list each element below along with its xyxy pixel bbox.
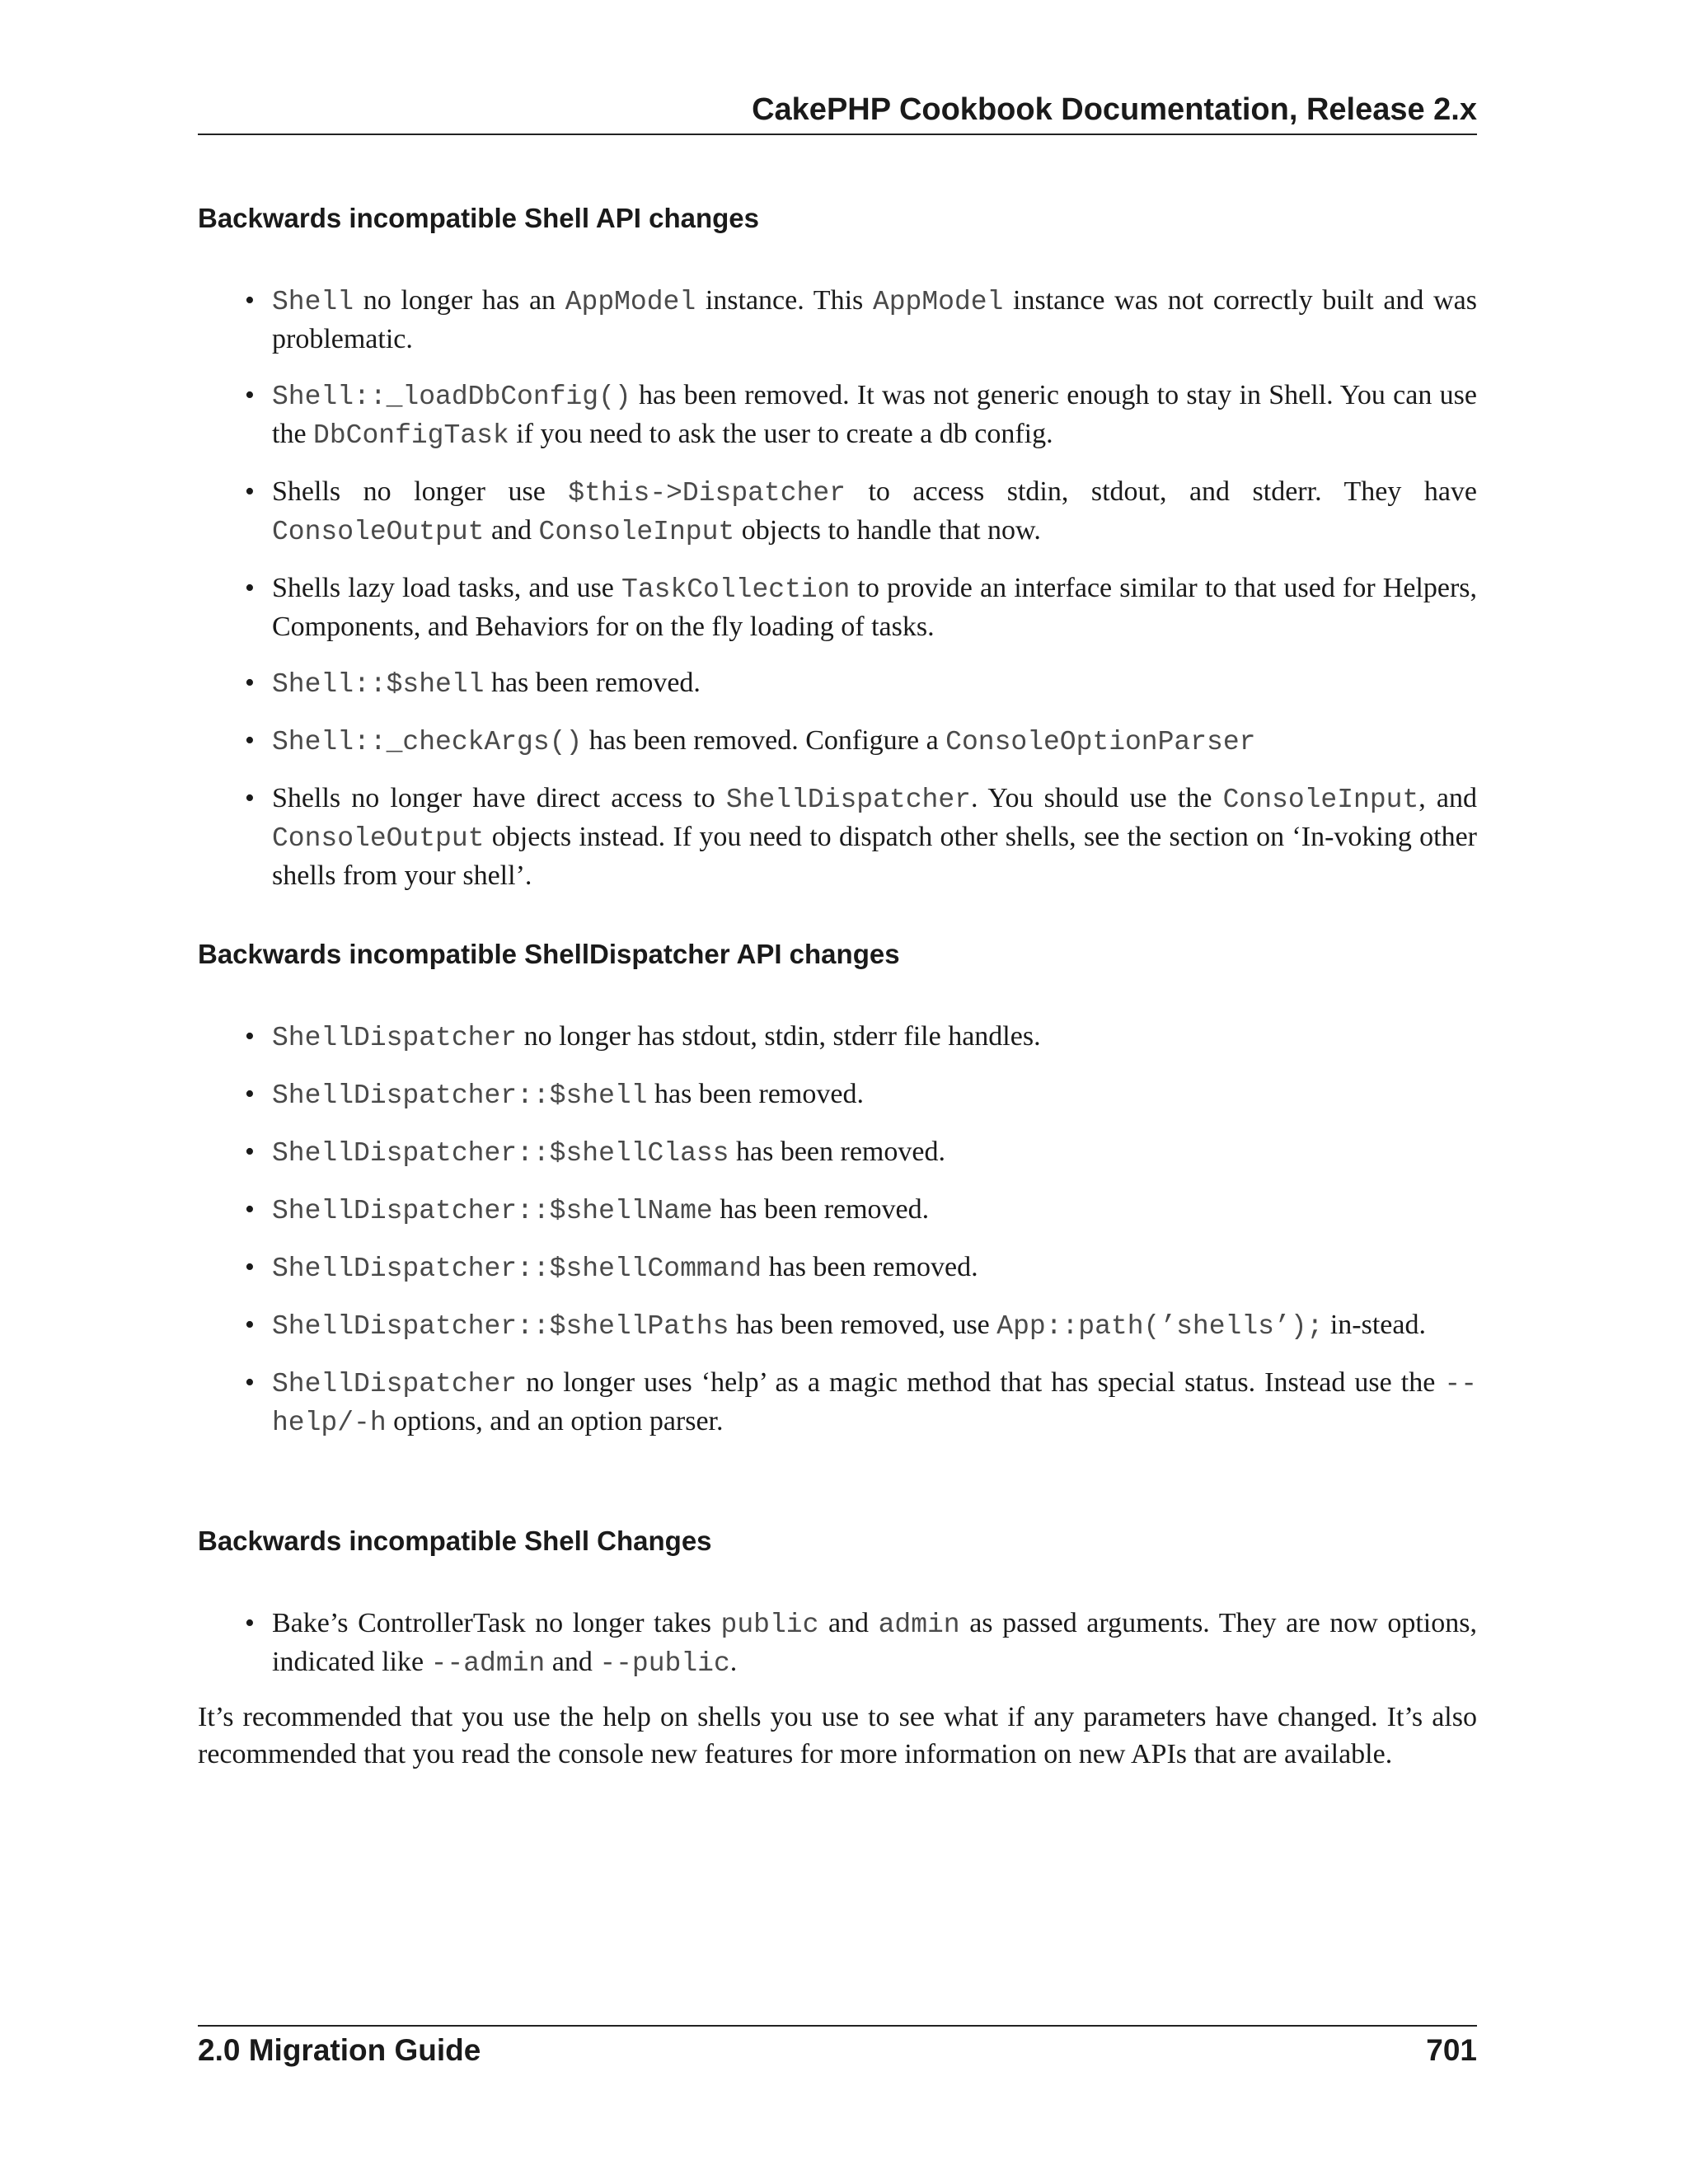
text-run: objects instead. If you need to dispatch other shells, see the section on ‘In-voking other shells from your shell’. — [272, 822, 1477, 891]
list-item — [198, 1133, 1477, 1172]
bullet-icon: • — [245, 1367, 255, 1398]
running-footer — [198, 2030, 1477, 2071]
bullet-icon: • — [245, 1608, 255, 1638]
bullet-icon: • — [245, 1079, 255, 1109]
text-run: to access stdin, stdout, and stderr. They have — [845, 476, 1477, 507]
text-run: has been removed. — [762, 1252, 978, 1282]
inline-code: ConsoleOutput — [272, 517, 485, 547]
section-shelldispatcher-api — [198, 936, 1477, 1460]
closing-paragraph: It’s recommended that you use the help on shells you use to see what if any parameters have changed. It’s also recommended that you read the console new features for more information on new APIs that are available. — [198, 1702, 1477, 1769]
list-item — [198, 1605, 1477, 1682]
list-item — [198, 722, 1477, 761]
bullet-icon: • — [245, 573, 255, 603]
bullet-icon: • — [245, 476, 255, 507]
page-number: 701 — [1426, 2033, 1477, 2067]
inline-code: ShellDispatcher — [725, 785, 971, 815]
inline-code: TaskCollection — [621, 574, 851, 605]
text-run: has been removed, use — [729, 1310, 997, 1340]
section-heading: Backwards incompatible Shell Changes — [198, 1526, 712, 1556]
bullet-icon: • — [245, 783, 255, 813]
inline-code: public — [720, 1610, 819, 1640]
list-item — [198, 780, 1477, 894]
text-run: and — [545, 1647, 600, 1677]
section-heading: Backwards incompatible ShellDispatcher API changes — [198, 939, 900, 969]
text-run: no longer has stdout, stdin, stderr file handles. — [517, 1021, 1041, 1052]
inline-code: --public — [599, 1648, 730, 1679]
list-item — [198, 377, 1477, 454]
bullet-icon: • — [245, 1252, 255, 1282]
inline-code: ConsoleInput — [538, 517, 735, 547]
inline-code: App::path(’shells’); — [996, 1311, 1324, 1342]
inline-code: admin — [878, 1610, 960, 1640]
text-run: has been removed. — [712, 1194, 930, 1225]
inline-code: --admin — [430, 1648, 546, 1679]
inline-code: ShellDispatcher::$shell — [272, 1080, 648, 1111]
inline-code: $this->Dispatcher — [568, 478, 846, 509]
inline-code: ShellDispatcher::$shellName — [272, 1196, 713, 1226]
inline-code: ConsoleOutput — [272, 823, 485, 854]
inline-code: ShellDispatcher — [272, 1369, 518, 1399]
text-run: instance was not correctly built and was problematic. — [272, 285, 1477, 354]
inline-code: Shell::_checkArgs() — [272, 727, 583, 757]
text-run: no longer uses ‘help’ as a magic method that has special status. Instead use the — [517, 1367, 1445, 1398]
list-item — [198, 473, 1477, 551]
text-run: no longer has an — [354, 285, 565, 316]
inline-code: DbConfigTask — [313, 420, 509, 451]
list-item — [198, 569, 1477, 645]
list-item — [198, 1364, 1477, 1441]
text-run: Shells no longer have direct access to — [272, 783, 726, 813]
text-run: if you need to ask the user to create a db config. — [509, 419, 1053, 449]
text-run: objects to handle that now. — [734, 515, 1041, 546]
text-run: has been removed. — [647, 1079, 864, 1109]
text-run: has been removed. — [729, 1137, 945, 1167]
inline-code: Shell::$shell — [272, 669, 485, 700]
header-rule — [198, 134, 1477, 135]
text-run: . You should use the — [970, 783, 1223, 813]
text-run: options, and an option parser. — [386, 1406, 724, 1436]
inline-code: AppModel — [872, 287, 1004, 317]
text-run: has been removed. — [484, 668, 701, 698]
bullet-list — [198, 1605, 1477, 1682]
list-item — [198, 664, 1477, 703]
bullet-list — [198, 1018, 1477, 1441]
list-item — [198, 1018, 1477, 1057]
bullet-icon: • — [245, 285, 255, 316]
bullet-icon: • — [245, 668, 255, 698]
text-run: to provide an interface similar to that used for Helpers, Components, and Behaviors for on the fly loading of tasks. — [272, 573, 1478, 642]
inline-code: ShellDispatcher::$shellClass — [272, 1138, 729, 1169]
footer-rule — [198, 2025, 1477, 2027]
inline-code: ShellDispatcher::$shellPaths — [272, 1311, 729, 1342]
text-run: Shells lazy load tasks, and use — [272, 573, 622, 603]
text-run: and — [484, 515, 539, 546]
inline-code: AppModel — [565, 287, 696, 317]
text-run: and — [818, 1608, 879, 1638]
inline-code: Shell::_loadDbConfig() — [272, 382, 631, 412]
section-shell-api — [198, 200, 1477, 913]
bullet-list — [198, 282, 1477, 894]
text-run: Bake’s ControllerTask no longer takes — [272, 1608, 721, 1638]
bullet-icon: • — [245, 380, 255, 410]
bullet-icon: • — [245, 1194, 255, 1225]
list-item — [198, 1306, 1477, 1345]
text-run: , and — [1418, 783, 1477, 813]
bullet-icon: • — [245, 1021, 255, 1052]
list-item — [198, 1249, 1477, 1287]
text-run: in-stead. — [1323, 1310, 1426, 1340]
bullet-icon: • — [245, 725, 255, 756]
text-run: instance. This — [696, 285, 873, 316]
text-run: Shells no longer use — [272, 476, 569, 507]
text-run: has been removed. Configure a — [582, 725, 946, 756]
bullet-icon: • — [245, 1137, 255, 1167]
footer-section-title: 2.0 Migration Guide — [198, 2033, 481, 2067]
inline-code: --help/-h — [272, 1369, 1477, 1438]
text-run: as passed arguments. They are now options, indicated like — [272, 1608, 1477, 1677]
inline-code: Shell — [272, 287, 354, 317]
inline-code: ShellDispatcher — [272, 1023, 518, 1053]
text-run: . — [729, 1647, 738, 1677]
text-run: has been removed. It was not generic enough to stay in Shell. You can use the — [272, 380, 1477, 449]
bullet-icon: • — [245, 1310, 255, 1340]
list-item — [198, 282, 1477, 358]
inline-code: ShellDispatcher::$shellCommand — [272, 1254, 762, 1284]
list-item — [198, 1191, 1477, 1230]
inline-code: ConsoleInput — [1222, 785, 1419, 815]
section-shell-changes — [198, 1523, 1477, 1773]
list-item — [198, 1076, 1477, 1114]
section-heading: Backwards incompatible Shell API changes — [198, 203, 759, 233]
inline-code: ConsoleOptionParser — [945, 727, 1256, 757]
running-header: CakePHP Cookbook Documentation, Release 2.x — [752, 92, 1477, 127]
